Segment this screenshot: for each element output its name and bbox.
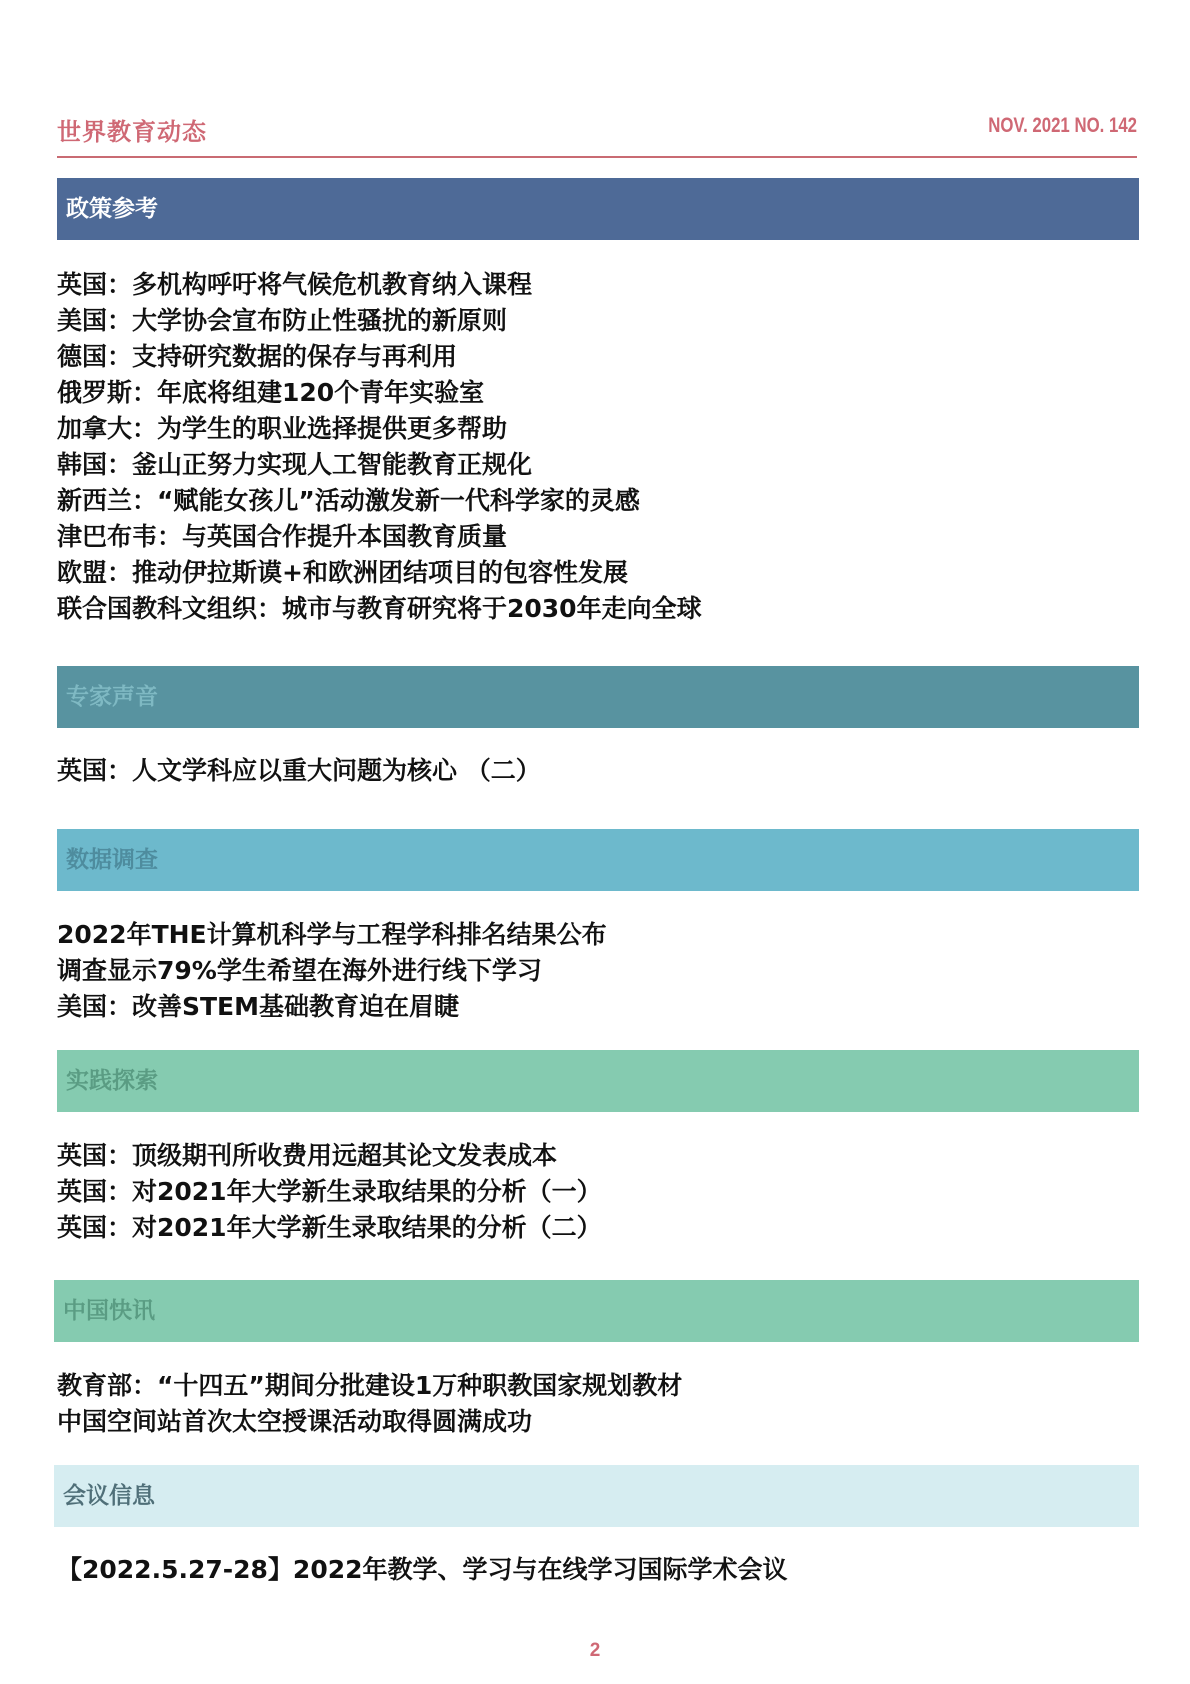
policy-list [57,267,702,627]
list-item[interactable]: 英国：对2021年大学新生录取结果的分析（二） [57,1213,602,1242]
list-item[interactable]: 加拿大：为学生的职业选择提供更多帮助 [57,414,508,443]
journal-title: 世界教育动态 [57,118,207,146]
list-item[interactable]: 英国：人文学科应以重大问题为核心 （二） [57,756,541,785]
section-header-data: 数据调查 [57,829,1139,891]
list-item[interactable]: 2022年THE计算机科学与工程学科排名结果公布 [57,920,607,949]
conference-list [57,1552,788,1588]
list-item[interactable]: 韩国：釜山正努力实现人工智能教育正规化 [57,450,533,479]
experts-list [57,753,541,789]
section-header-experts: 专家声音 [57,666,1139,728]
list-item[interactable]: 英国：多机构呼吁将气候危机教育纳入课程 [57,270,533,299]
section-header-policy: 政策参考 [57,178,1139,240]
section-header-practice: 实践探索 [57,1050,1139,1112]
list-item[interactable]: 联合国教科文组织：城市与教育研究将于2030年走向全球 [57,594,702,623]
china-list [57,1368,682,1440]
list-item[interactable]: 美国：大学协会宣布防止性骚扰的新原则 [57,306,508,335]
data-list [57,917,607,1025]
list-item[interactable]: 俄罗斯：年底将组建120个青年实验室 [57,378,485,407]
list-item[interactable]: 教育部：“十四五”期间分批建设1万种职教国家规划教材 [57,1371,683,1400]
list-item[interactable]: 德国：支持研究数据的保存与再利用 [57,342,458,371]
list-item[interactable]: 津巴布韦：与英国合作提升本国教育质量 [57,522,508,551]
section-header-conference: 会议信息 [54,1465,1139,1527]
practice-list [57,1138,602,1246]
list-item[interactable]: 调查显示79%学生希望在海外进行线下学习 [57,956,542,985]
page-header [57,104,1137,158]
list-item[interactable]: 欧盟：推动伊拉斯谟+和欧洲团结项目的包容性发展 [57,558,628,587]
list-item[interactable]: 英国：对2021年大学新生录取结果的分析（一） [57,1177,602,1206]
section-header-china: 中国快讯 [54,1280,1139,1342]
issue-number: NOV. 2021 NO. 142 [988,114,1137,137]
page-number: 2 [589,1640,601,1661]
list-item[interactable]: 英国：顶级期刊所收费用远超其论文发表成本 [57,1141,558,1170]
list-item[interactable]: 新西兰：“赋能女孩儿”活动激发新一代科学家的灵感 [57,486,640,515]
list-item[interactable]: 【2022.5.27-28】2022年教学、学习与在线学习国际学术会议 [57,1555,788,1584]
list-item[interactable]: 美国：改善STEM基础教育迫在眉睫 [57,992,460,1021]
list-item[interactable]: 中国空间站首次太空授课活动取得圆满成功 [57,1407,533,1436]
